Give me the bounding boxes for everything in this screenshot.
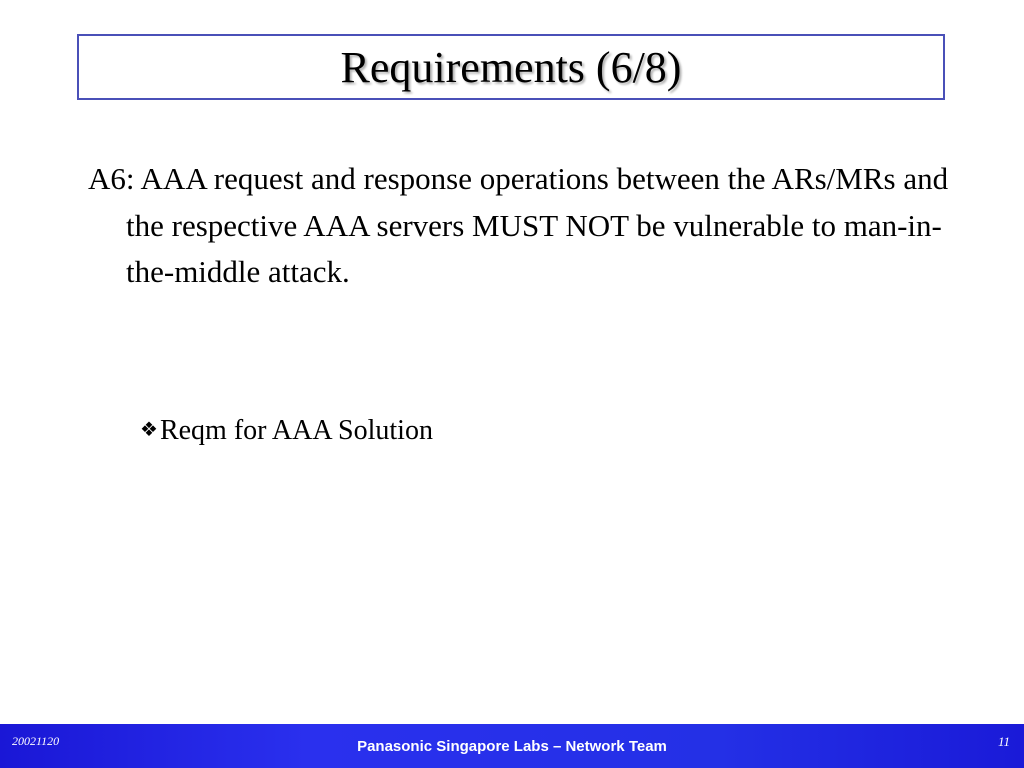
footer-organization: Panasonic Singapore Labs – Network Team: [357, 738, 667, 755]
sub-bullet: [140, 411, 433, 449]
footer-bar: [0, 724, 1024, 768]
sub-bullet-text: Reqm for AAA Solution: [159, 415, 433, 446]
footer-date: 20021120: [12, 734, 60, 748]
title-box: [77, 34, 945, 100]
page-number: 11: [997, 734, 1010, 749]
slide-title: Requirements (6/8): [340, 43, 682, 92]
requirement-text: A6: AAA request and response operations between the ARs/MRs and the respective AAA servers MUST NOT be vulnerable to man-in-the-middle attack.: [88, 161, 949, 289]
diamond-bullet-icon: ❖: [140, 417, 158, 441]
